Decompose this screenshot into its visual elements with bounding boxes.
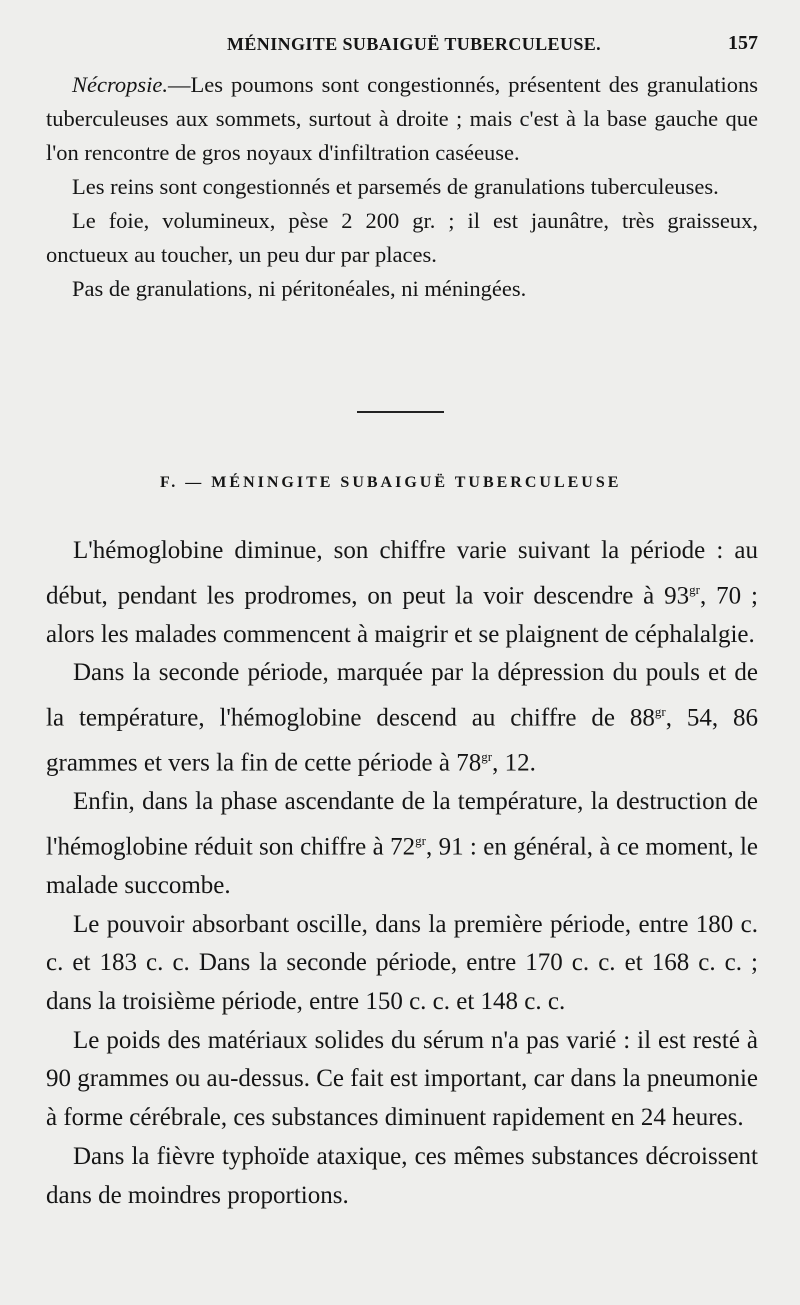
hemoglobin-text-b: , 70 ; alors les malades commencent à maigrir et se plaignent de céphalalgie. xyxy=(46,582,758,648)
necropsy-section xyxy=(46,68,758,306)
second-period-text-c: , 12. xyxy=(492,749,536,777)
section-divider xyxy=(357,411,444,413)
liver-paragraph: Le foie, volumineux, pèse 2 200 gr. ; il est jaunâtre, très graisseux, onctueux au toucher, un peu dur par places. xyxy=(46,208,758,267)
hemoglobin-paragraph xyxy=(46,532,758,654)
section-body xyxy=(46,532,758,1215)
gram-superscript: gr xyxy=(415,832,426,848)
second-period-paragraph xyxy=(46,654,758,783)
running-title: MÉNINGITE SUBAIGUË TUBERCULEUSE. xyxy=(227,34,602,54)
second-period-text-b: , 54, 86 grammes et vers la fin de cette période à 78 xyxy=(46,704,758,777)
necropsy-text: —Les poumons sont congestionnés, présentent des granulations tuberculeuses aux sommets, surtout à droite ; mais c'est à la base gauche que l'on rencontre de gros noyaux d'infiltration caséeuse. xyxy=(46,72,758,165)
page-header xyxy=(0,30,800,58)
gram-superscript: gr xyxy=(481,749,493,765)
solid-materials-paragraph: Le poids des matériaux solides du sérum n'a pas varié : il est resté à 90 grammes ou au-dessus. Ce fait est important, car dans la pneumonie à forme cérébrale, ces substances diminuent rapidement en 24 heures. xyxy=(46,1026,758,1132)
gram-superscript: gr xyxy=(654,704,666,720)
necropsy-paragraph xyxy=(46,68,758,170)
section-title: F. — MÉNINGITE SUBAIGUË TUBERCULEUSE xyxy=(160,474,622,491)
third-phase-text-a: Enfin, dans la phase ascendante de la température, la destruction de l'hémoglobine réduit son chiffre à 72 xyxy=(46,788,758,861)
granulations-paragraph: Pas de granulations, ni péritonéales, ni méningées. xyxy=(72,276,527,301)
second-period-text-a: Dans la seconde période, marquée par la dépression du pouls et de la température, l'hémoglobine descend au chiffre de 88 xyxy=(46,659,758,732)
hemoglobin-text-a: L'hémoglobine diminue, son chiffre varie suivant la période : au début, pendant les prodromes, on peut la voir descendre à 93 xyxy=(46,537,758,610)
page-number: 157 xyxy=(728,32,758,54)
absorbing-power-paragraph: Le pouvoir absorbant oscille, dans la première période, entre 180 c. c. et 183 c. c. Dans la seconde période, entre 170 c. c. et 168 c. c. ; dans la troisième période, entre 150 c. c. et 148 c. c. xyxy=(46,910,758,1016)
typhoid-paragraph: Dans la fièvre typhoïde ataxique, ces mêmes substances décroissent dans de moindres proportions. xyxy=(46,1142,758,1209)
gram-superscript: gr xyxy=(689,581,701,597)
third-phase-paragraph xyxy=(46,783,758,905)
third-phase-text-b: , 91 : en général, à ce moment, le malade succombe. xyxy=(46,833,758,899)
kidneys-paragraph: Les reins sont congestionnés et parsemés de granulations tuberculeuses. xyxy=(72,174,719,199)
necropsy-label: Nécropsie. xyxy=(72,72,169,97)
